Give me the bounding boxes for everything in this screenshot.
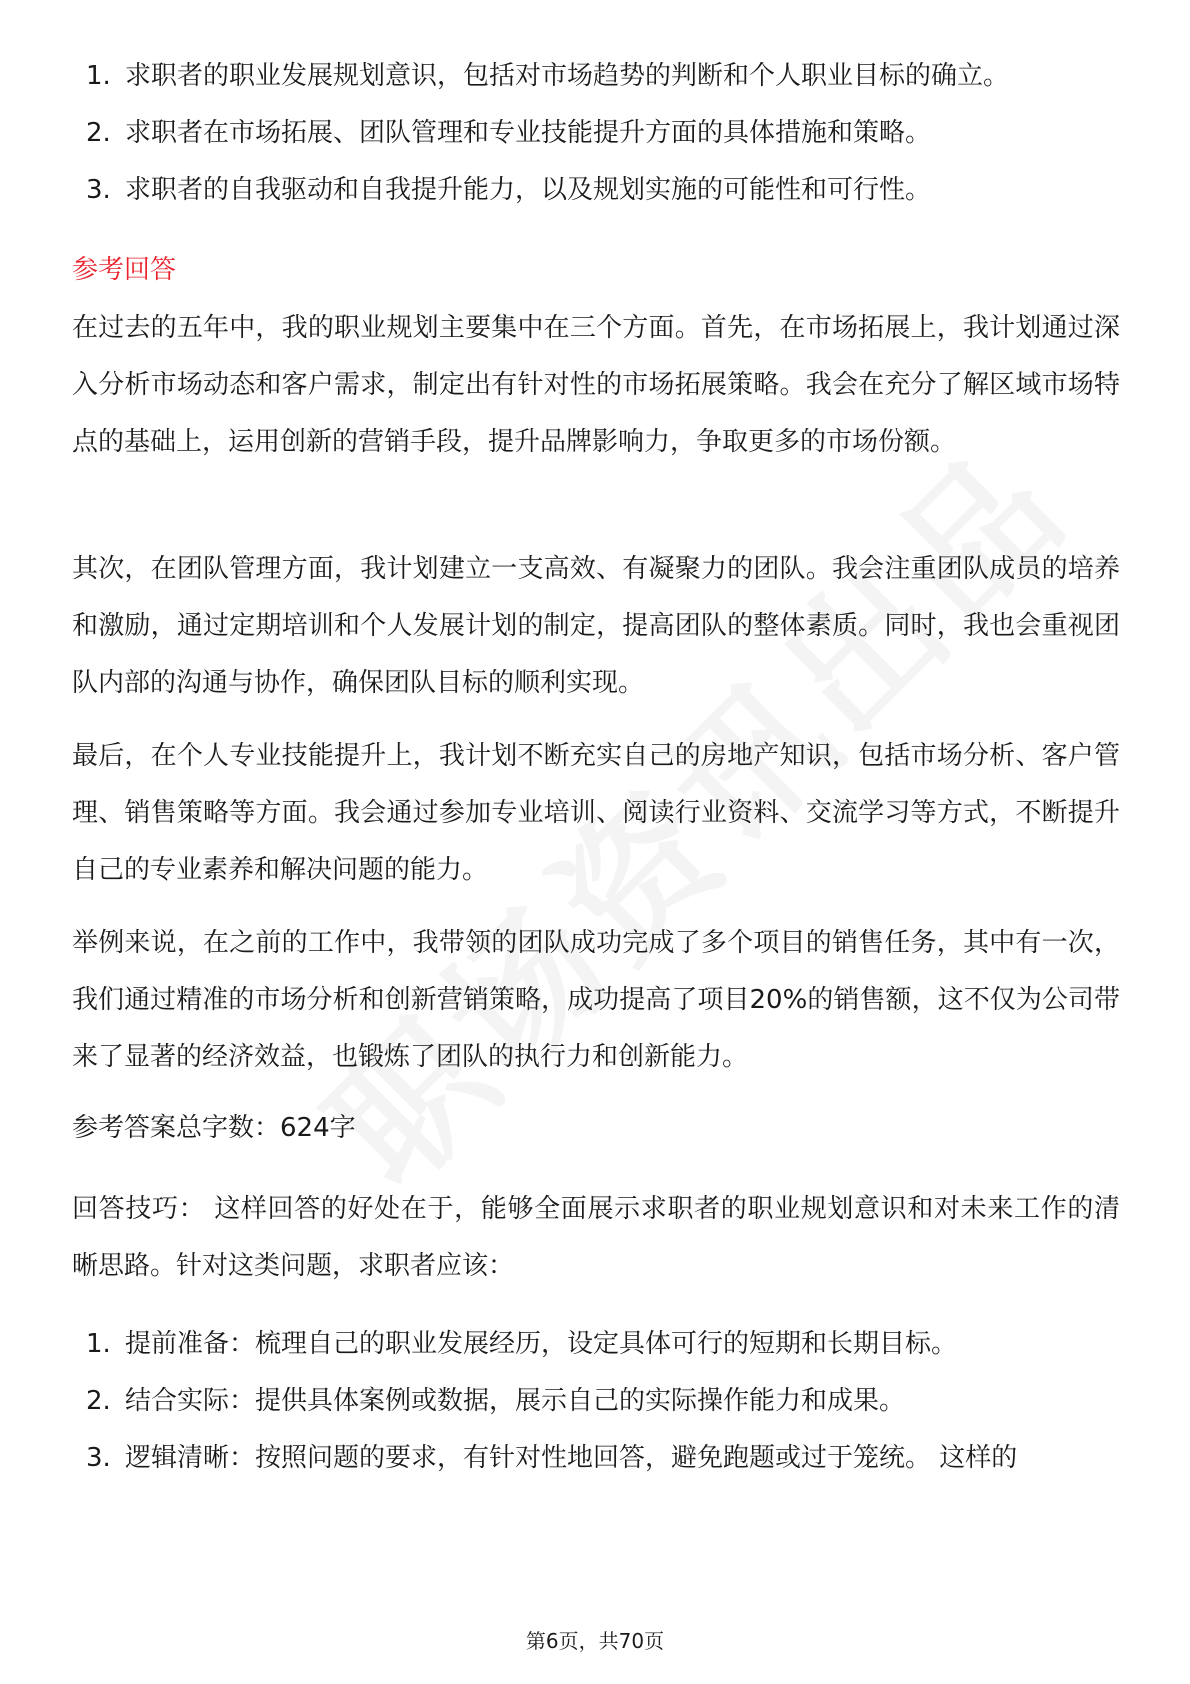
- list-item: [72, 105, 1009, 162]
- list-item: [72, 1316, 1017, 1373]
- tips-list: [72, 1316, 1017, 1487]
- list-item-number: 3.: [86, 1443, 111, 1473]
- list-item-number: 2.: [86, 1386, 111, 1416]
- answer-paragraph-2: 其次，在团队管理方面，我计划建立一支高效、有凝聚力的团队。我会注重团队成员的培养和激励，通过定期培训和个人发展计划的制定，提高团队的整体素质。同时，我也会重视团队内部的沟通与协作，确保团队目标的顺利实现。: [72, 554, 1120, 698]
- list-item: [72, 1430, 1017, 1487]
- page-footer: 第6页，共70页: [525, 1629, 665, 1653]
- answer-tips: 回答技巧： 这样回答的好处在于，能够全面展示求职者的职业规划意识和对未来工作的清晰思路。针对这类问题，求职者应该：: [72, 1194, 1120, 1281]
- list-item-text: 求职者在市场拓展、团队管理和专业技能提升方面的具体措施和策略。: [125, 118, 932, 148]
- list-item-text: 求职者的职业发展规划意识，包括对市场趋势的判断和个人职业目标的确立。: [125, 61, 1010, 91]
- list-item-text: 逻辑清晰：按照问题的要求，有针对性地回答，避免跑题或过于笼统。 这样的: [125, 1443, 1018, 1473]
- word-count: 参考答案总字数：624字: [72, 1113, 356, 1143]
- criteria-list: [72, 48, 1009, 219]
- answer-paragraph-4: 举例来说，在之前的工作中，我带领的团队成功完成了多个项目的销售任务，其中有一次，我们通过精准的市场分析和创新营销策略，成功提高了项目20%的销售额，这不仅为公司带来了显著的经济效益，也锻炼了团队的执行力和创新能力。: [72, 928, 1120, 1072]
- list-item: [72, 1373, 1017, 1430]
- list-item-text: 结合实际：提供具体案例或数据，展示自己的实际操作能力和成果。: [125, 1386, 906, 1416]
- list-item-number: 1.: [86, 61, 111, 91]
- list-item: [72, 48, 1009, 105]
- answer-paragraph-1: 在过去的五年中，我的职业规划主要集中在三个方面。首先，在市场拓展上，我计划通过深入分析市场动态和客户需求，制定出有针对性的市场拓展策略。我会在充分了解区域市场特点的基础上，运用创新的营销手段，提升品牌影响力，争取更多的市场份额。: [72, 313, 1120, 457]
- list-item-number: 1.: [86, 1329, 111, 1359]
- list-item-text: 求职者的自我驱动和自我提升能力，以及规划实施的可能性和可行性。: [125, 175, 932, 205]
- list-item-text: 提前准备：梳理自己的职业发展经历，设定具体可行的短期和长期目标。: [125, 1329, 958, 1359]
- section-heading: 参考回答: [72, 255, 177, 285]
- list-item: [72, 162, 1009, 219]
- list-item-number: 3.: [86, 175, 111, 205]
- list-item-number: 2.: [86, 118, 111, 148]
- answer-paragraph-3: 最后，在个人专业技能提升上，我计划不断充实自己的房地产知识，包括市场分析、客户管理、销售策略等方面。我会通过参加专业培训、阅读行业资料、交流学习等方式，不断提升自己的专业素养和解决问题的能力。: [72, 741, 1120, 885]
